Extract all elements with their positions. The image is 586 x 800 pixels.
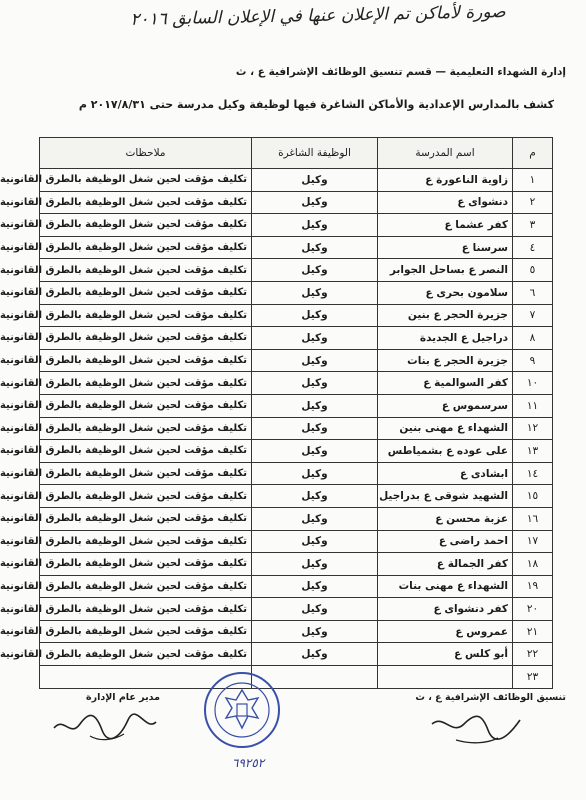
column-header-school: اسم المدرسة xyxy=(378,138,513,169)
vacant-job-cell: وكيل xyxy=(252,259,378,282)
table-row xyxy=(40,327,553,350)
table-row xyxy=(40,191,553,214)
table-row xyxy=(40,304,553,327)
row-number-cell: ٥ xyxy=(513,259,553,282)
school-name-cell: على عوده ع بشمياطس xyxy=(378,440,513,463)
notes-cell: تكليف مؤقت لحين شغل الوظيفة بالطرق القانونية xyxy=(40,327,252,350)
row-number-cell: ١٦ xyxy=(513,507,553,530)
row-number-cell: ٤ xyxy=(513,236,553,259)
table-row xyxy=(40,485,553,508)
notes-cell: تكليف مؤقت لحين شغل الوظيفة بالطرق القانونية xyxy=(40,349,252,372)
notes-cell: تكليف مؤقت لحين شغل الوظيفة بالطرق القانونية xyxy=(40,394,252,417)
vacant-job-cell: وكيل xyxy=(252,281,378,304)
table-row xyxy=(40,372,553,395)
school-name-cell: سرسنا ع xyxy=(378,236,513,259)
table-row xyxy=(40,394,553,417)
school-name-cell: أبو كلس ع xyxy=(378,643,513,666)
notes-cell: تكليف مؤقت لحين شغل الوظيفة بالطرق القانونية xyxy=(40,598,252,621)
row-number-cell: ٣ xyxy=(513,214,553,237)
notes-cell: تكليف مؤقت لحين شغل الوظيفة بالطرق القانونية xyxy=(40,553,252,576)
row-number-cell: ٢٠ xyxy=(513,598,553,621)
notes-cell: تكليف مؤقت لحين شغل الوظيفة بالطرق القانونية xyxy=(40,620,252,643)
table-row xyxy=(40,620,553,643)
table-row xyxy=(40,349,553,372)
school-name-cell: الشهداء ع مهنى بنات xyxy=(378,575,513,598)
school-name-cell: عزبة محسن ع xyxy=(378,507,513,530)
notes-cell: تكليف مؤقت لحين شغل الوظيفة بالطرق القانونية xyxy=(40,372,252,395)
vacant-job-cell: وكيل xyxy=(252,507,378,530)
row-number-cell: ٢٢ xyxy=(513,643,553,666)
notes-cell: تكليف مؤقت لحين شغل الوظيفة بالطرق القانونية xyxy=(40,575,252,598)
school-name-cell: زاوية الناعورة ع xyxy=(378,169,513,192)
vacant-job-cell: وكيل xyxy=(252,236,378,259)
table-row xyxy=(40,281,553,304)
table-row xyxy=(40,507,553,530)
table-header-row xyxy=(40,138,553,169)
notes-cell: تكليف مؤقت لحين شغل الوظيفة بالطرق القانونية xyxy=(40,259,252,282)
vacant-job-cell: وكيل xyxy=(252,191,378,214)
vacant-job-cell: وكيل xyxy=(252,643,378,666)
row-number-cell: ١٩ xyxy=(513,575,553,598)
table-row xyxy=(40,462,553,485)
vacant-job-cell: وكيل xyxy=(252,394,378,417)
school-name-cell: كفر دنشواى ع xyxy=(378,598,513,621)
school-name-cell: كفر السوالمية ع xyxy=(378,372,513,395)
vacant-job-cell: وكيل xyxy=(252,462,378,485)
table-row xyxy=(40,530,553,553)
vacant-job-cell: وكيل xyxy=(252,440,378,463)
row-number-cell: ١ xyxy=(513,169,553,192)
vacant-job-cell: وكيل xyxy=(252,214,378,237)
document-subtitle: كشف بالمدارس الإعدادية والأماكن الشاغرة فيها لوظيفة وكيل مدرسة حتى ٢٠١٧/٨/٣١ م xyxy=(78,98,554,111)
vacant-job-cell: وكيل xyxy=(252,553,378,576)
row-number-cell: ١٨ xyxy=(513,553,553,576)
coordination-signature xyxy=(426,710,526,746)
table-row xyxy=(40,236,553,259)
school-name-cell: دراجيل ع الجديدة xyxy=(378,327,513,350)
row-number-cell: ٢١ xyxy=(513,620,553,643)
notes-cell: تكليف مؤقت لحين شغل الوظيفة بالطرق القانونية xyxy=(40,462,252,485)
row-number-cell: ١٢ xyxy=(513,417,553,440)
table-row xyxy=(40,440,553,463)
notes-cell: تكليف مؤقت لحين شغل الوظيفة بالطرق القانونية xyxy=(40,214,252,237)
column-header-job: الوظيفة الشاغرة xyxy=(252,138,378,169)
vacant-job-cell: وكيل xyxy=(252,327,378,350)
handwritten-note: صورة لأماكن تم الإعلان عنها في الإعلان السابق ٢٠١٦ xyxy=(130,2,506,30)
notes-cell: تكليف مؤقت لحين شغل الوظيفة بالطرق القانونية xyxy=(40,530,252,553)
vacant-job-cell: وكيل xyxy=(252,485,378,508)
table-row xyxy=(40,553,553,576)
vacancy-table xyxy=(0,137,553,689)
row-number-cell: ١٥ xyxy=(513,485,553,508)
vacant-job-cell: وكيل xyxy=(252,304,378,327)
school-name-cell: الشهيد شوقى ع بدراجيل xyxy=(378,485,513,508)
document-serial-number: ٦٩٢٥٢ xyxy=(232,756,265,770)
school-name-cell: عمروس ع xyxy=(378,620,513,643)
vacancy-table-container xyxy=(0,137,553,689)
vacant-job-cell: وكيل xyxy=(252,620,378,643)
row-number-cell: ١١ xyxy=(513,394,553,417)
row-number-cell: ٢٣ xyxy=(513,666,553,689)
table-row xyxy=(40,259,553,282)
school-name-cell: دنشواى ع xyxy=(378,191,513,214)
vacant-job-cell: وكيل xyxy=(252,349,378,372)
vacant-job-cell: وكيل xyxy=(252,598,378,621)
row-number-cell: ١٧ xyxy=(513,530,553,553)
notes-cell: تكليف مؤقت لحين شغل الوظيفة بالطرق القانونية xyxy=(40,304,252,327)
notes-cell: تكليف مؤقت لحين شغل الوظيفة بالطرق القانونية xyxy=(40,507,252,530)
school-name-cell: سلامون بحرى ع xyxy=(378,281,513,304)
table-row xyxy=(40,575,553,598)
vacant-job-cell: وكيل xyxy=(252,169,378,192)
school-name-cell: النصر ع بساحل الجوابر xyxy=(378,259,513,282)
general-manager-title: مدير عام الإدارة xyxy=(86,692,161,703)
table-row xyxy=(40,598,553,621)
school-name-cell: كفر عشما ع xyxy=(378,214,513,237)
row-number-cell: ٧ xyxy=(513,304,553,327)
column-header-notes: ملاحظات xyxy=(40,138,252,169)
vacant-job-cell: وكيل xyxy=(252,530,378,553)
table-row xyxy=(40,643,553,666)
school-name-cell: كفر الجمالة ع xyxy=(378,553,513,576)
school-name-cell xyxy=(378,666,513,689)
school-name-cell: جزيرة الحجر ع بنات xyxy=(378,349,513,372)
table-row xyxy=(40,214,553,237)
school-name-cell: احمد راضى ع xyxy=(378,530,513,553)
school-name-cell: جزيرة الحجر ع بنين xyxy=(378,304,513,327)
table-row xyxy=(40,169,553,192)
official-eagle-seal-icon xyxy=(202,670,282,750)
school-name-cell: الشهداء ع مهنى بنين xyxy=(378,417,513,440)
table-row xyxy=(40,666,553,689)
row-number-cell: ١٠ xyxy=(513,372,553,395)
column-header-number: م xyxy=(513,138,553,169)
row-number-cell: ١٤ xyxy=(513,462,553,485)
table-row xyxy=(40,417,553,440)
row-number-cell: ٦ xyxy=(513,281,553,304)
school-name-cell: ابشادى ع xyxy=(378,462,513,485)
notes-cell: تكليف مؤقت لحين شغل الوظيفة بالطرق القانونية xyxy=(40,236,252,259)
general-manager-signature xyxy=(50,708,160,744)
notes-cell: تكليف مؤقت لحين شغل الوظيفة بالطرق القانونية xyxy=(40,281,252,304)
notes-cell: تكليف مؤقت لحين شغل الوظيفة بالطرق القانونية xyxy=(40,440,252,463)
row-number-cell: ٢ xyxy=(513,191,553,214)
vacant-job-cell: وكيل xyxy=(252,372,378,395)
notes-cell: تكليف مؤقت لحين شغل الوظيفة بالطرق القانونية xyxy=(40,191,252,214)
school-name-cell: سرسموس ع xyxy=(378,394,513,417)
vacant-job-cell: وكيل xyxy=(252,417,378,440)
notes-cell: تكليف مؤقت لحين شغل الوظيفة بالطرق القانونية xyxy=(40,485,252,508)
row-number-cell: ٨ xyxy=(513,327,553,350)
notes-cell: تكليف مؤقت لحين شغل الوظيفة بالطرق القانونية xyxy=(40,643,252,666)
department-line: إدارة الشهداء التعليمية — قسم تنسيق الوظائف الإشرافية ع ، ث xyxy=(235,66,566,78)
table-body xyxy=(0,169,553,689)
notes-cell: تكليف مؤقت لحين شغل الوظيفة بالطرق القانونية xyxy=(40,169,252,192)
coordination-title: تنسيق الوظائف الإشرافية ع ، ث xyxy=(415,692,566,703)
row-number-cell: ١٣ xyxy=(513,440,553,463)
vacant-job-cell: وكيل xyxy=(252,575,378,598)
row-number-cell: ٩ xyxy=(513,349,553,372)
notes-cell: تكليف مؤقت لحين شغل الوظيفة بالطرق القانونية xyxy=(40,417,252,440)
